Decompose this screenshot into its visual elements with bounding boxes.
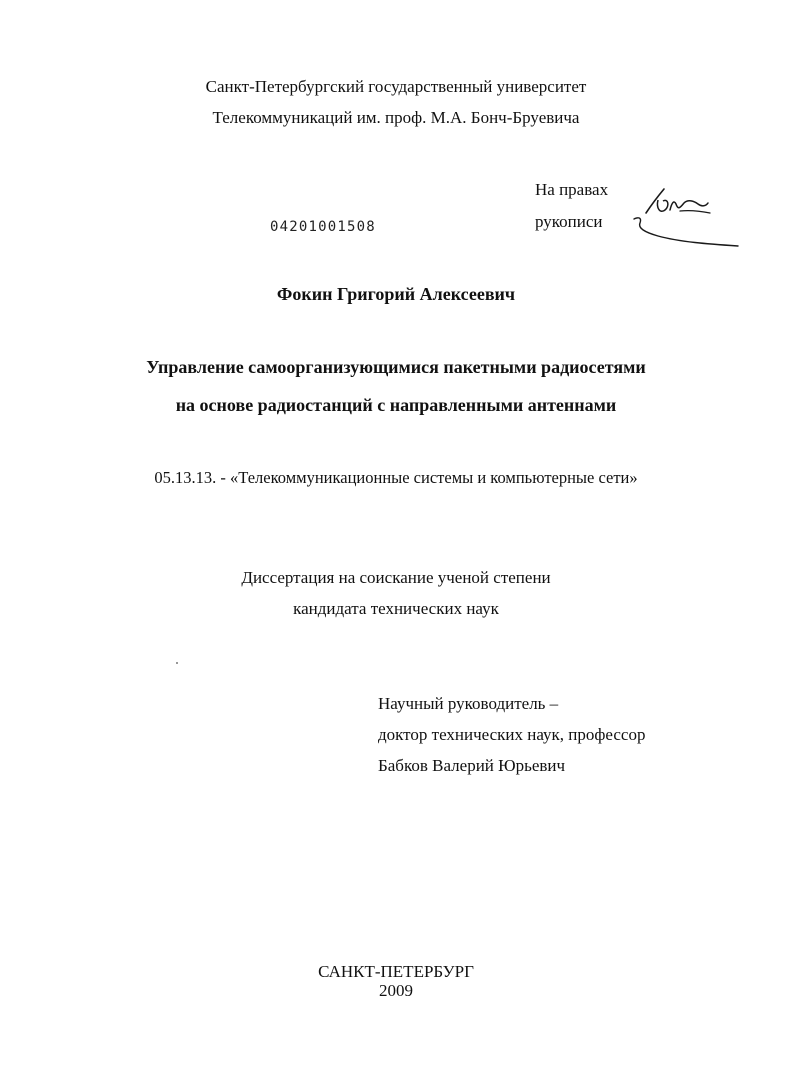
rights-label-line2: рукописи xyxy=(535,212,603,231)
university-name-line1: Санкт-Петербургский государственный университет xyxy=(205,77,587,96)
supervisor-label: Научный руководитель – xyxy=(378,694,559,713)
supervisor-degree: доктор технических наук, профессор xyxy=(378,725,646,744)
title-line1: Управление самоорганизующимися пакетными радиосетями xyxy=(146,357,646,377)
scan-speck xyxy=(176,662,178,664)
footer-city: САНКТ-ПЕТЕРБУРГ xyxy=(318,962,474,981)
author-name: Фокин Григорий Алексеевич xyxy=(276,284,516,304)
signature-icon xyxy=(628,186,740,248)
footer-year: 2009 xyxy=(379,981,413,1000)
degree-line2: кандидата технических наук xyxy=(293,599,499,618)
title-line2: на основе радиостанций с направленными антеннами xyxy=(175,395,617,415)
rights-label-line1: На правах xyxy=(535,180,609,199)
inventory-number: 04201001508 xyxy=(270,219,376,235)
specialty-code: 05.13.13. - «Телекоммуникационные системы и компьютерные сети» xyxy=(154,468,638,487)
university-name-line2: Телекоммуникаций им. проф. М.А. Бонч-Бруевича xyxy=(212,108,580,127)
degree-line1: Диссертация на соискание ученой степени xyxy=(241,568,551,587)
supervisor-name: Бабков Валерий Юрьевич xyxy=(378,756,566,775)
